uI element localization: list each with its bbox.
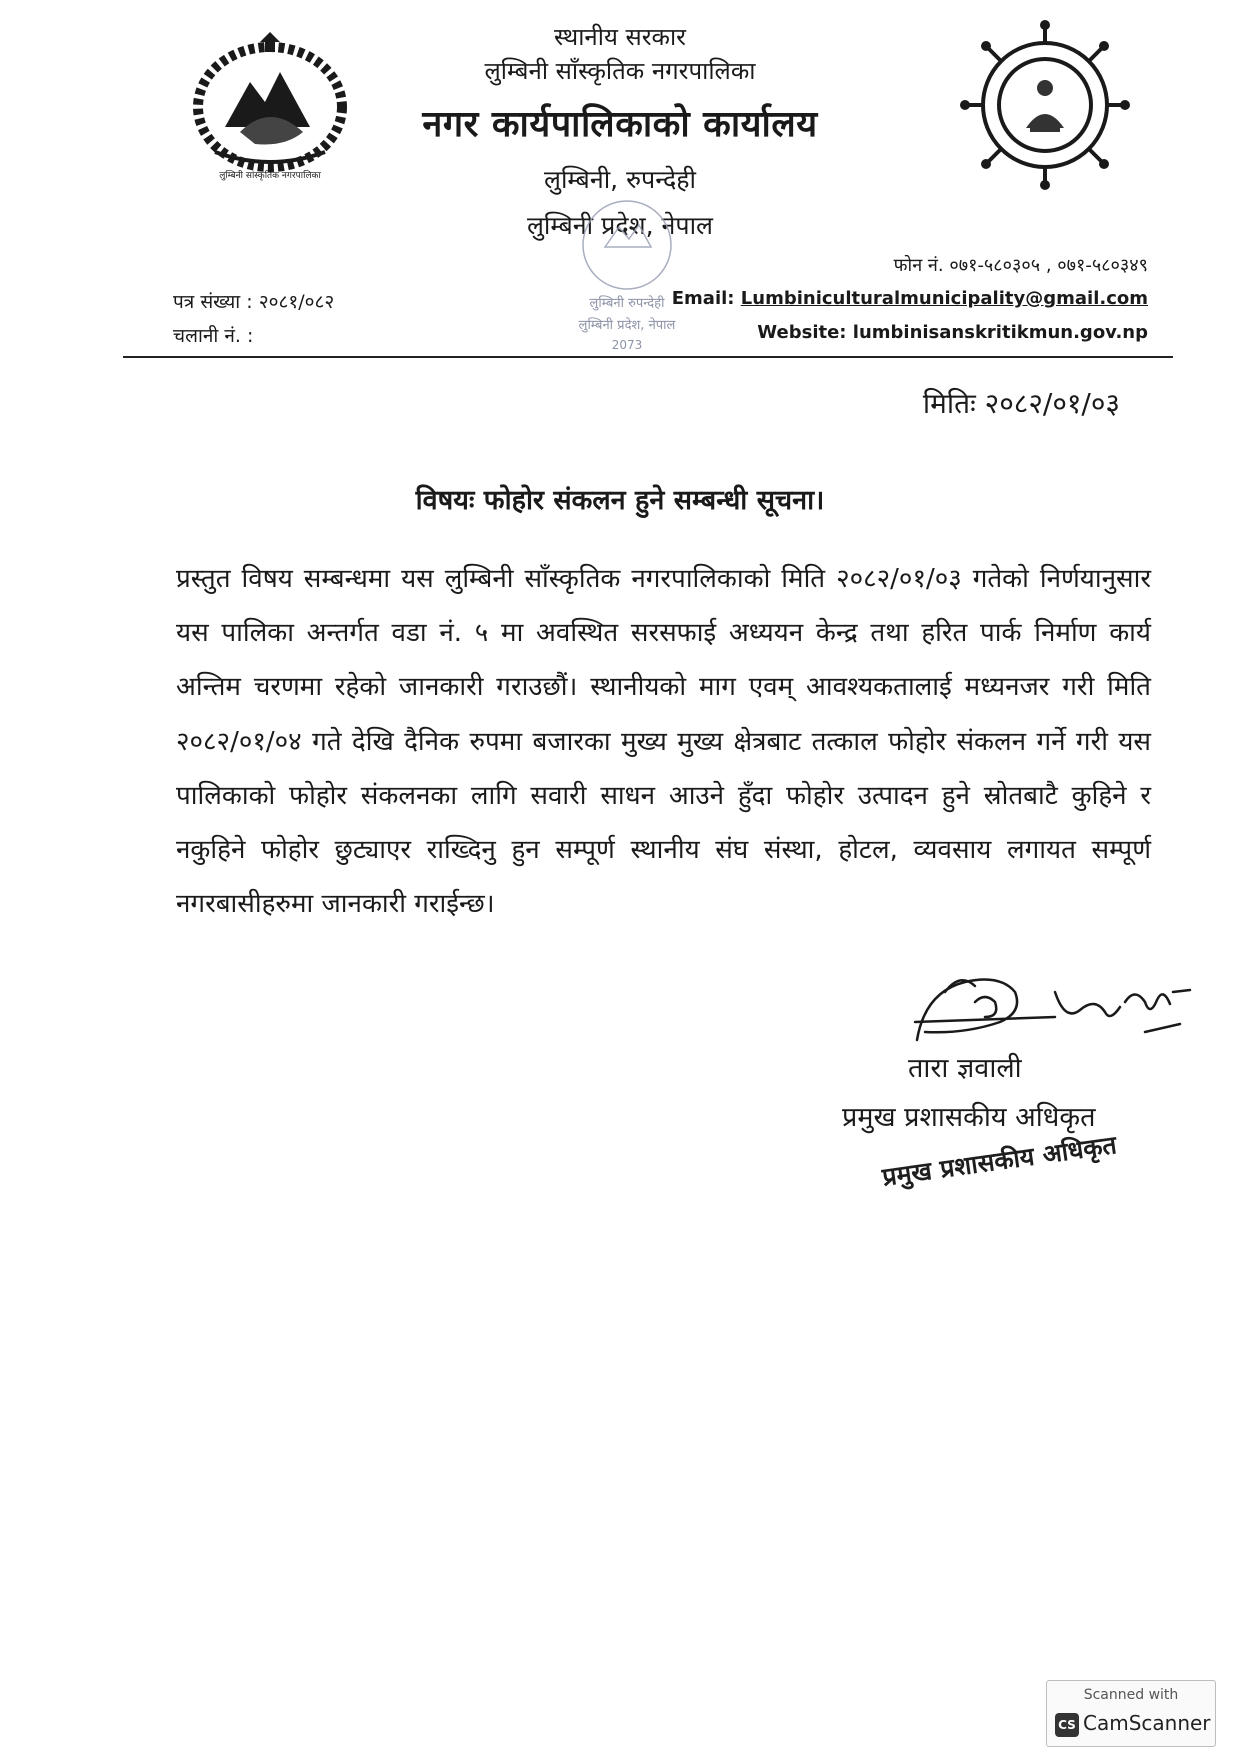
header-province: लुम्बिनी प्रदेश, नेपाल [526,211,714,240]
dispatch-label: चलानी नं. : [173,325,254,347]
header-office-title: नगर कार्यपालिकाको कार्यालय [422,104,818,145]
office-seal-stamp [555,195,700,355]
phone-label: फोन नं. [893,255,944,276]
emblem-caption: लुम्बिनी सांस्कृतिक नगरपालिका [219,171,321,181]
header-divider [123,356,1173,358]
phone-value: ०७१-५८०३०५ , ०७१-५८०३४९ [949,255,1148,276]
designation-stamp: प्रमुख प्रशासकीय अधिकृत [880,1130,1119,1192]
seal-text-line2: लुम्बिनी प्रदेश, नेपाल [578,318,676,333]
camscanner-name: CamScanner [1083,1711,1211,1735]
email-link[interactable]: Lumbiniculturalmunicipality@gmail.com [740,288,1148,309]
dispatch-number [173,322,253,348]
reference-value: २०८१/०८२ [258,291,335,313]
reference-label: पत्र संख्या : [173,291,253,313]
letter-subject: विषयः फोहोर संकलन हुने सम्बन्धी सूचना। [415,485,825,516]
signer-designation: प्रमुख प्रशासकीय अधिकृत [842,1102,1096,1133]
signature-date-scrawl: २०८२/०१/०३ [1055,1002,1060,1003]
phone-line [894,253,1148,277]
seal-year: 2073 [611,338,643,352]
email-line [672,288,1148,309]
header-line-local-government: स्थानीय सरकार [554,23,686,51]
website-link[interactable]: lumbinisanskritikmun.gov.np [852,322,1148,343]
header-location: लुम्बिनी, रुपन्देही [544,165,696,194]
signer-name: तारा ज्ञवाली [908,1053,1022,1084]
handwritten-signature [905,962,1205,1057]
header-line-municipality: लुम्बिनी साँस्कृतिक नगरपालिका [484,57,756,85]
camscanner-scanned-with: Scanned with [1083,1687,1179,1703]
letter-body: प्रस्तुत विषय सम्बन्धमा यस लुम्बिनी साँस्कृतिक नगरपालिकाको मिति २०८२/०१/०३ गतेको निर्णयानुसार यस पालिका अन्तर्गत वडा नं. ५ मा अवस्थित सरसफाई अध्ययन केन्द्र तथा हरित पार्क निर्माण कार्य अन्तिम चरणमा रहेको जानकारी गराउछौं। स्थानीयको माग एवम् आवश्यकतालाई मध्यनजर गरी मिति २०८२/०१/०४ गते देखि दैनिक रुपमा बजारका मुख्य मुख्य क्षेत्रबाट तत्काल फोहोर संकलन गर्ने गरी यस पालिकाको फोहोर संकलनका लागि सवारी साधन आउने हुँदा फोहोर उत्पादन हुने स्रोतबाटै कुहिने र नकुहिने फोहोर छुट्याएर राख्दिनु हुन सम्पूर्ण स्थानीय संघ संस्था, होटल, व्यवसाय लगायत सम्पूर्ण नगरबासीहरुमा जानकारी गराईन्छ। [176,564,1151,920]
camscanner-watermark [1046,1680,1216,1747]
letter-date: मितिः २०८२/०१/०३ [922,387,1120,420]
reference-number [173,288,334,314]
email-label: Email: [671,288,735,309]
camscanner-logo-icon: CS [1055,1713,1079,1737]
seal-text-line1: लुम्बिनी रुपन्देही [589,296,665,311]
website-label: Website: [757,322,847,343]
website-line [757,322,1148,343]
